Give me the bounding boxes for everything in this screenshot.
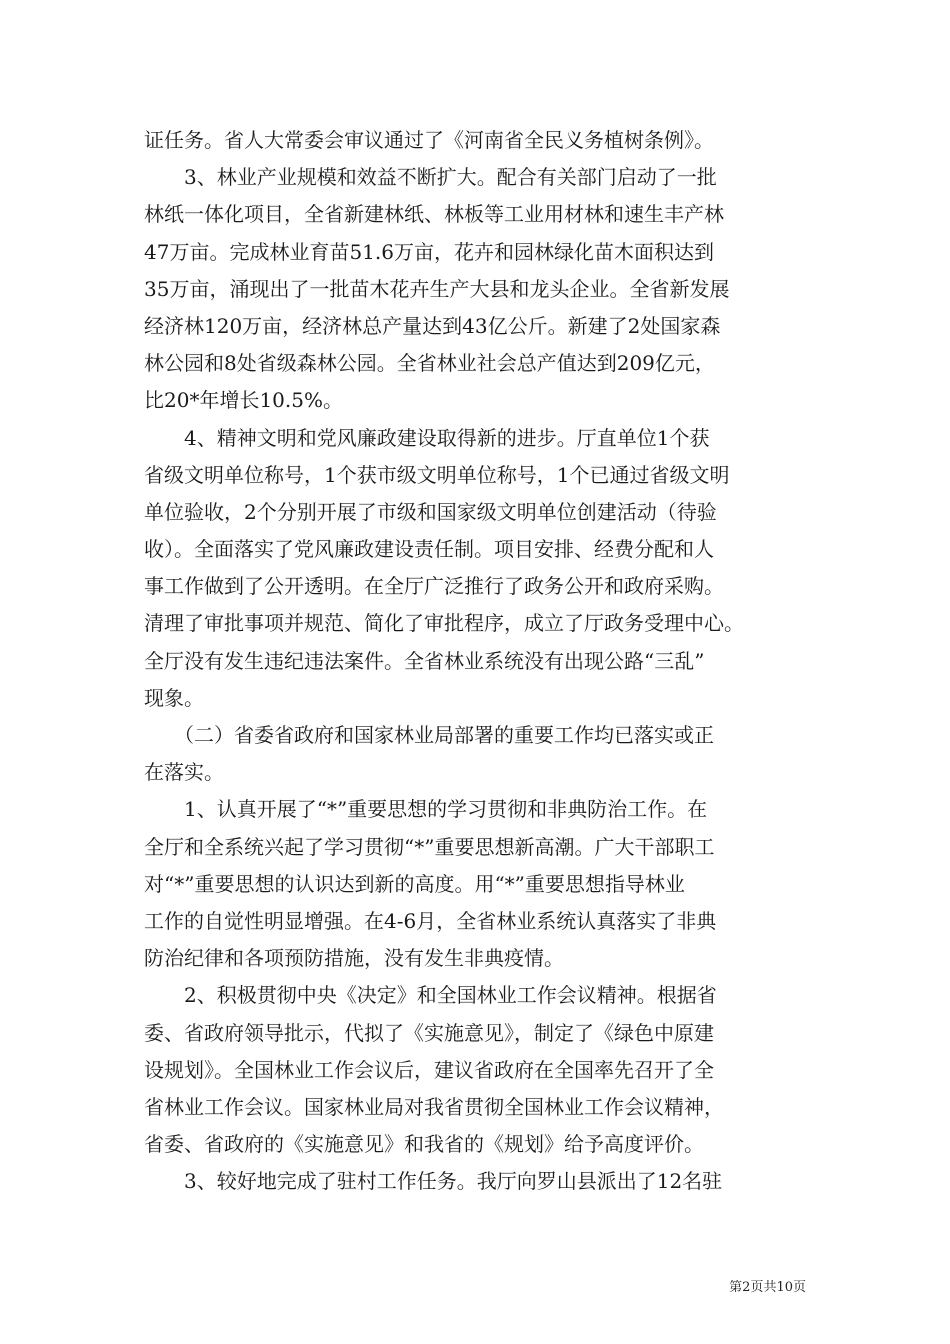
text-line: 省级文明单位称号，1个获市级文明单位称号，1个已通过省级文明 <box>144 462 730 487</box>
text-line: 证任务。省人大常委会审议通过了《河南省全民义务植树条例》。 <box>144 128 714 152</box>
text-line: 清理了审批事项并规范、简化了审批程序，成立了厅政务受理中心。 <box>144 611 744 636</box>
text-line: 比20*年增长10.5%。 <box>144 388 343 413</box>
text-line: 4、精神文明和党风廉政建设取得新的进步。厅直单位1个获 <box>144 425 710 450</box>
document-body <box>144 122 824 1200</box>
text-line: 单位验收，2个分别开展了市级和国家级文明单位创建活动（待验 <box>144 499 717 524</box>
text-line: 2、积极贯彻中央《决定》和全国林业工作会议精神。根据省 <box>144 983 717 1008</box>
text-line: 35万亩，涌现出了一批苗木花卉生产大县和龙头企业。全省新发展 <box>144 276 730 301</box>
text-line: 1、认真开展了“*”重要思想的学习贯彻和非典防治工作。在 <box>144 797 708 822</box>
text-line: 全厅没有发生违纪违法案件。全省林业系统没有出现公路“三乱” <box>144 648 705 673</box>
text-line: 经济林120万亩，经济林总产量达到43亿公斤。新建了2处国家森 <box>144 313 721 338</box>
text-line: 现象。 <box>144 685 204 710</box>
page-number: 第2页共10页 <box>729 1280 806 1295</box>
text-line: 在落实。 <box>144 760 224 785</box>
text-line: 省委、省政府的《实施意见》和我省的《规划》给予高度评价。 <box>144 1132 704 1157</box>
text-line: 设规划》。全国林业工作会议后，建议省政府在全国率先召开了全 <box>144 1057 714 1082</box>
text-line: 事工作做到了公开透明。在全厅广泛推行了政务公开和政府采购。 <box>144 574 724 599</box>
text-line: 收）。全面落实了党风廉政建设责任制。项目安排、经费分配和人 <box>144 537 714 562</box>
text-line: 省林业工作会议。国家林业局对我省贯彻全国林业工作会议精神， <box>144 1094 724 1119</box>
text-line: 防治纪律和各项预防措施，没有发生非典疫情。 <box>144 946 564 971</box>
text-line: 委、省政府领导批示，代拟了《实施意见》，制定了《绿色中原建 <box>144 1020 714 1045</box>
text-line: 对“*”重要思想的认识达到新的高度。用“*”重要思想指导林业 <box>144 871 685 896</box>
text-line: 工作的自觉性明显增强。在4-6月，全省林业系统认真落实了非典 <box>144 908 717 933</box>
text-line: （二）省委省政府和国家林业局部署的重要工作均已落实或正 <box>144 723 714 747</box>
text-line: 3、林业产业规模和效益不断扩大。配合有关部门启动了一批 <box>144 165 717 190</box>
text-line: 林公园和8处省级森林公园。全省林业社会总产值达到209亿元， <box>144 351 715 376</box>
text-line: 全厅和全系统兴起了学习贯彻“*”重要思想新高潮。广大干部职工 <box>144 834 715 859</box>
text-line: 林纸一体化项目，全省新建林纸、林板等工业用材林和速生丰产林 <box>144 202 724 227</box>
text-line: 47万亩。完成林业育苗51.6万亩，花卉和园林绿化苗木面积达到 <box>144 239 714 264</box>
text-line: 3、较好地完成了驻村工作任务。我厅向罗山县派出了12名驻 <box>144 1169 723 1194</box>
